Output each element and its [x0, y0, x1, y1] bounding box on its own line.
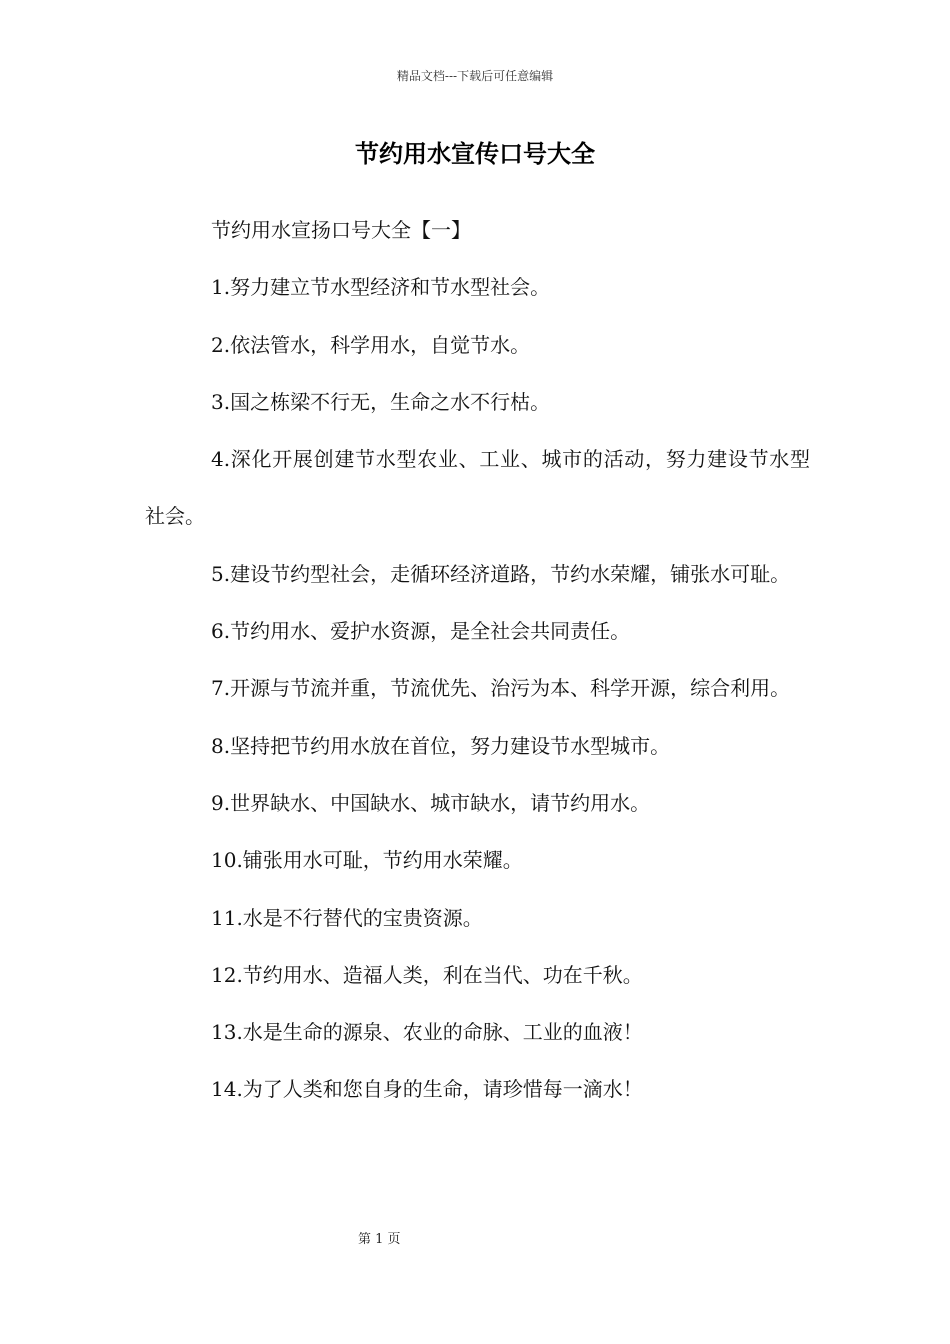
- slogan-item: 4.深化开展创建节水型农业、工业、城市的活动，努力建设节水型社会。: [145, 447, 810, 529]
- page-number: 第 1 页: [358, 1232, 401, 1247]
- document-title: 节约用水宣传口号大全: [355, 139, 595, 168]
- slogan-item: 9.世界缺水、中国缺水、城市缺水，请节约用水。: [211, 790, 651, 815]
- slogan-item: 1.努力建立节水型经济和节水型社会。: [211, 275, 551, 300]
- slogan-item: 5.建设节约型社会，走循环经济道路，节约水荣耀，铺张水可耻。: [211, 561, 791, 586]
- slogan-item: 13.水是生命的源泉、农业的命脉、工业的血液！: [211, 1020, 643, 1045]
- slogan-item: 10.铺张用水可耻，节约用水荣耀。: [211, 848, 523, 873]
- slogan-item: 3.国之栋梁不行无，生命之水不行枯。: [211, 389, 551, 414]
- slogan-item: 14.为了人类和您自身的生命，请珍惜每一滴水！: [211, 1077, 643, 1102]
- slogan-item: 11.水是不行替代的宝贵资源。: [211, 905, 483, 930]
- slogan-item: 7.开源与节流并重，节流优先、治污为本、科学开源，综合利用。: [211, 676, 791, 701]
- header-note: 精品文档---下载后可任意编辑: [396, 69, 554, 83]
- slogan-item: 2.依法管水，科学用水，自觉节水。: [211, 332, 531, 357]
- slogan-item: 8.坚持把节约用水放在首位，努力建设节水型城市。: [211, 733, 671, 758]
- section-heading: 节约用水宣扬口号大全【一】: [211, 218, 471, 242]
- slogan-item: 6.节约用水、爱护水资源，是全社会共同责任。: [211, 619, 631, 644]
- document-body: [145, 202, 810, 1119]
- slogan-item: 12.节约用水、造福人类，利在当代、功在千秋。: [211, 962, 643, 987]
